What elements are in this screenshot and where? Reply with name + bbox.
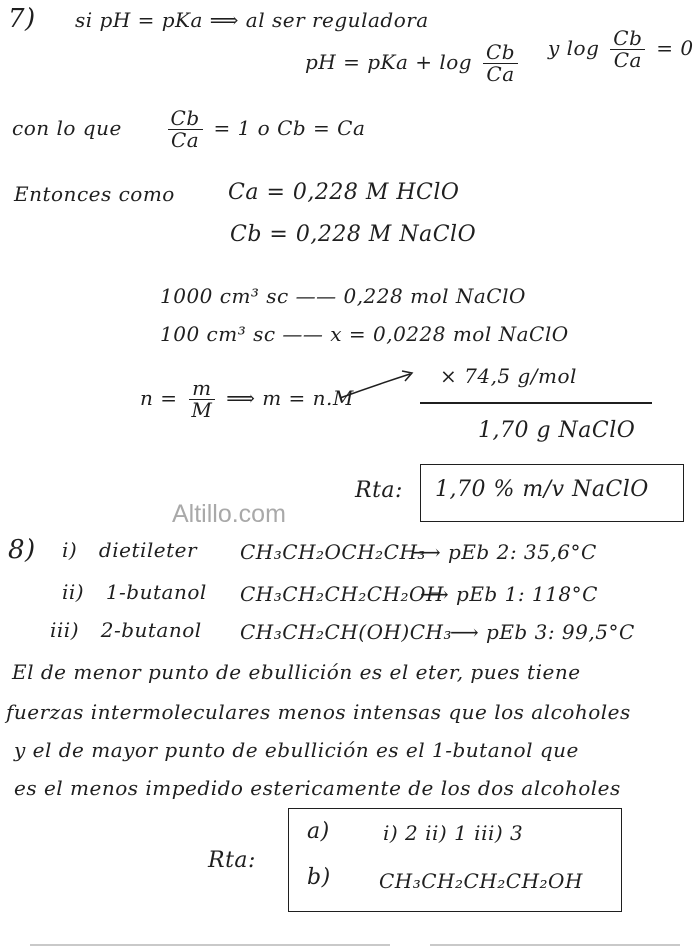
- q8-answer-a-value: i) 2 ii) 1 iii) 3: [383, 821, 524, 845]
- fraction-numerator: Cb: [610, 28, 645, 50]
- q8-item-index: i): [62, 538, 78, 562]
- q7-mass-result: 1,70 g NaClO: [478, 418, 636, 443]
- curved-arrow-icon: [338, 368, 418, 408]
- q8-item-index: iii): [50, 618, 79, 642]
- q7-conclusion: [12, 108, 365, 151]
- q7-conclusion-suffix: = 1 o Cb = Ca: [213, 116, 366, 140]
- page-bottom-edge: [430, 944, 680, 946]
- q8-answer-b-label: b): [307, 865, 331, 890]
- q8-paragraph-line-2: fuerzas intermoleculares menos intensas que los alcoholes: [6, 700, 631, 724]
- q7-log-prefix: y log: [548, 36, 600, 60]
- q7-conclusion-prefix: con lo que: [12, 116, 122, 140]
- q7-mass-formula: [140, 378, 354, 421]
- q8-paragraph-line-1: El de menor punto de ebullición es el eter, pues tiene: [12, 660, 581, 684]
- q8-answer-b-value: CH₃CH₂CH₂CH₂OH: [379, 869, 583, 893]
- q7-entonces: Entonces como: [14, 182, 175, 206]
- q8-answer-a-label: a): [307, 819, 330, 844]
- fraction-denominator: M: [191, 398, 213, 422]
- q7-log-zero: [548, 28, 694, 71]
- q7-cb-ca-fraction: [483, 42, 518, 85]
- q7-proportion-line-2: 100 cm³ sc —— x = 0,0228 mol NaClO: [160, 322, 569, 346]
- q8-item-ii: [62, 580, 207, 604]
- q7-ca-value: Ca = 0,228 M HClO: [228, 180, 460, 205]
- fraction-denominator: Ca: [170, 128, 200, 152]
- q7-log-fraction: [610, 28, 645, 71]
- q7-m-over-M-fraction: [188, 378, 215, 421]
- q7-equation-text: pH = pKa + log: [305, 50, 473, 74]
- fraction-denominator: Ca: [486, 62, 515, 86]
- q7-premise: si pH = pKa ⟹ al ser reguladora: [75, 8, 429, 32]
- page-bottom-edge: [30, 944, 390, 946]
- q8-answer-label: Rta:: [208, 848, 256, 873]
- q7-formula-n: n =: [140, 386, 178, 410]
- q8-paragraph-line-4: es el menos impedido estericamente de los dos alcoholes: [14, 776, 621, 800]
- q7-answer-box: [420, 464, 684, 522]
- question-7-number: 7): [8, 4, 36, 34]
- q8-item-iii-bp: ⟶ pEb 3: 99,5°C: [450, 620, 635, 644]
- q8-item-ii-formula: CH₃CH₂CH₂CH₂OH: [240, 582, 444, 606]
- q7-log-suffix: = 0: [656, 36, 694, 60]
- question-8-number: 8): [8, 535, 36, 565]
- q7-times-molar-mass: × 74,5 g/mol: [440, 364, 577, 388]
- fraction-numerator: m: [189, 378, 214, 400]
- q8-item-name: dietileter: [98, 538, 198, 562]
- q8-item-name: 2-butanol: [100, 618, 202, 642]
- q8-item-ii-bp: ⟶ pEb 1: 118°C: [420, 582, 598, 606]
- q8-paragraph-line-3: y el de mayor punto de ebullición es el 1-butanol que: [14, 738, 579, 762]
- q7-proportion-line-1: 1000 cm³ sc —— 0,228 mol NaClO: [160, 284, 526, 308]
- fraction-numerator: Cb: [168, 108, 203, 130]
- fraction-numerator: Cb: [483, 42, 518, 64]
- division-rule: [420, 402, 652, 404]
- q7-formula-rest: ⟹ m = n.M: [226, 386, 354, 410]
- q8-item-name: 1-butanol: [105, 580, 207, 604]
- watermark: Altillo.com: [172, 500, 286, 528]
- q8-item-iii-formula: CH₃CH₂CH(OH)CH₃: [240, 620, 452, 644]
- q7-answer-value: 1,70 % m/v NaClO: [435, 477, 649, 502]
- q7-answer-label: Rta:: [355, 478, 403, 503]
- q8-item-i-formula: CH₃CH₂OCH₂CH₃: [240, 540, 426, 564]
- q8-answer-box: [288, 808, 622, 912]
- q8-item-index: ii): [62, 580, 85, 604]
- q8-item-iii: [50, 618, 202, 642]
- q8-item-i: [62, 538, 197, 562]
- fraction-denominator: Ca: [613, 48, 642, 72]
- q7-cb-value: Cb = 0,228 M NaClO: [230, 222, 477, 247]
- q7-henderson-equation: [305, 42, 522, 85]
- q7-conclusion-fraction: [168, 108, 203, 151]
- q8-item-i-bp: ⟶ pEb 2: 35,6°C: [412, 540, 597, 564]
